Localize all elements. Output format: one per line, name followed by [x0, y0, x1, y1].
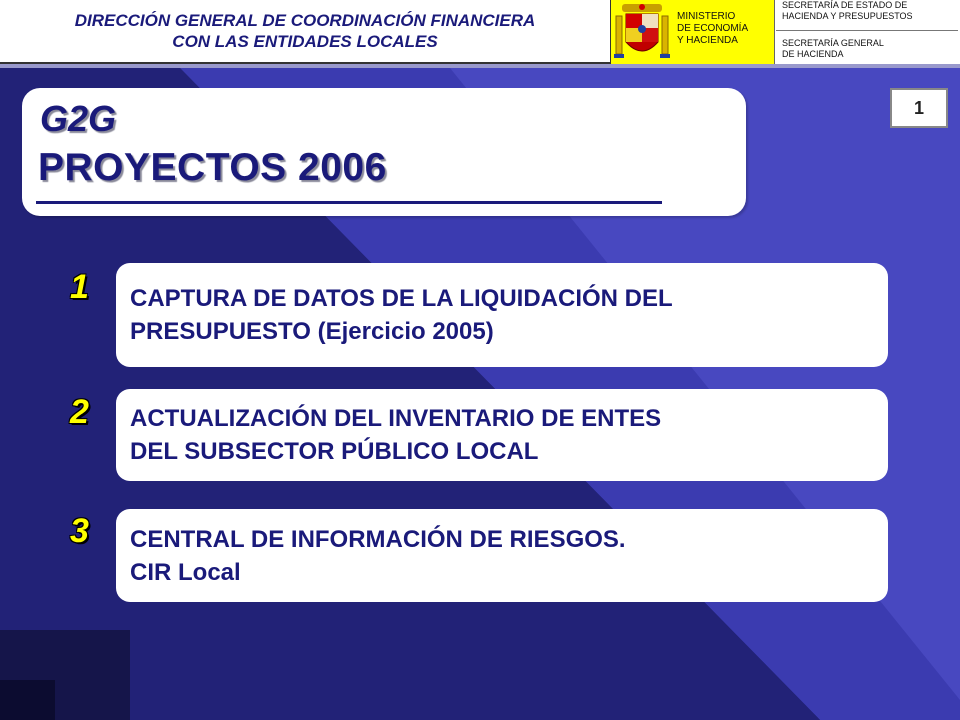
directorate-line-2: CON LAS ENTIDADES LOCALES: [172, 32, 438, 51]
item-1-box: [116, 263, 888, 367]
directorate-line-1: DIRECCIÓN GENERAL DE COORDINACIÓN FINANCIERA: [74, 11, 536, 30]
ministry-line-1: MINISTERIO: [677, 11, 736, 22]
secretaria-general: [782, 38, 884, 60]
title-g2g: G2G: [40, 98, 117, 139]
secretaria-estado-line-1: SECRETARÍA DE ESTADO DE: [782, 0, 908, 10]
secretaria-general-line-1: SECRETARÍA GENERAL: [782, 38, 884, 48]
item-2-number: 2: [70, 393, 89, 431]
header-directorate: [0, 0, 610, 64]
header-bottom-rule: [0, 64, 960, 68]
ministry-line-2: DE ECONOMÍA: [677, 23, 749, 34]
item-3-line-1: CENTRAL DE INFORMACIÓN DE RIESGOS.: [130, 525, 626, 553]
secretaria-estado-line-2: HACIENDA Y PRESUPUESTOS: [782, 11, 913, 21]
item-1-line-2: PRESUPUESTO (Ejercicio 2005): [130, 318, 494, 345]
item-2-line-1: ACTUALIZACIÓN DEL INVENTARIO DE ENTES: [130, 405, 662, 432]
item-1-number: 1: [70, 268, 89, 306]
item-3-box: [116, 509, 888, 602]
ministry-line-3: Y HACIENDA: [677, 35, 738, 46]
ministry-name: [677, 11, 748, 47]
secretaria-estado: [782, 0, 913, 22]
item-2-box: [116, 389, 888, 481]
spain-coat-of-arms-icon: [612, 2, 672, 62]
title-underline: [36, 201, 662, 204]
secretaria-general-line-2: DE HACIENDA: [782, 49, 844, 59]
item-1-line-1: CAPTURA DE DATOS DE LA LIQUIDACIÓN DEL: [130, 285, 673, 312]
item-3-line-2: CIR Local: [130, 558, 241, 586]
secretariat-divider: [776, 30, 958, 31]
item-3-number: 3: [70, 512, 89, 550]
title-proyectos: PROYECTOS 2006: [38, 146, 387, 189]
page-number: 1: [890, 88, 948, 128]
item-2-line-2: DEL SUBSECTOR PÚBLICO LOCAL: [130, 438, 539, 465]
